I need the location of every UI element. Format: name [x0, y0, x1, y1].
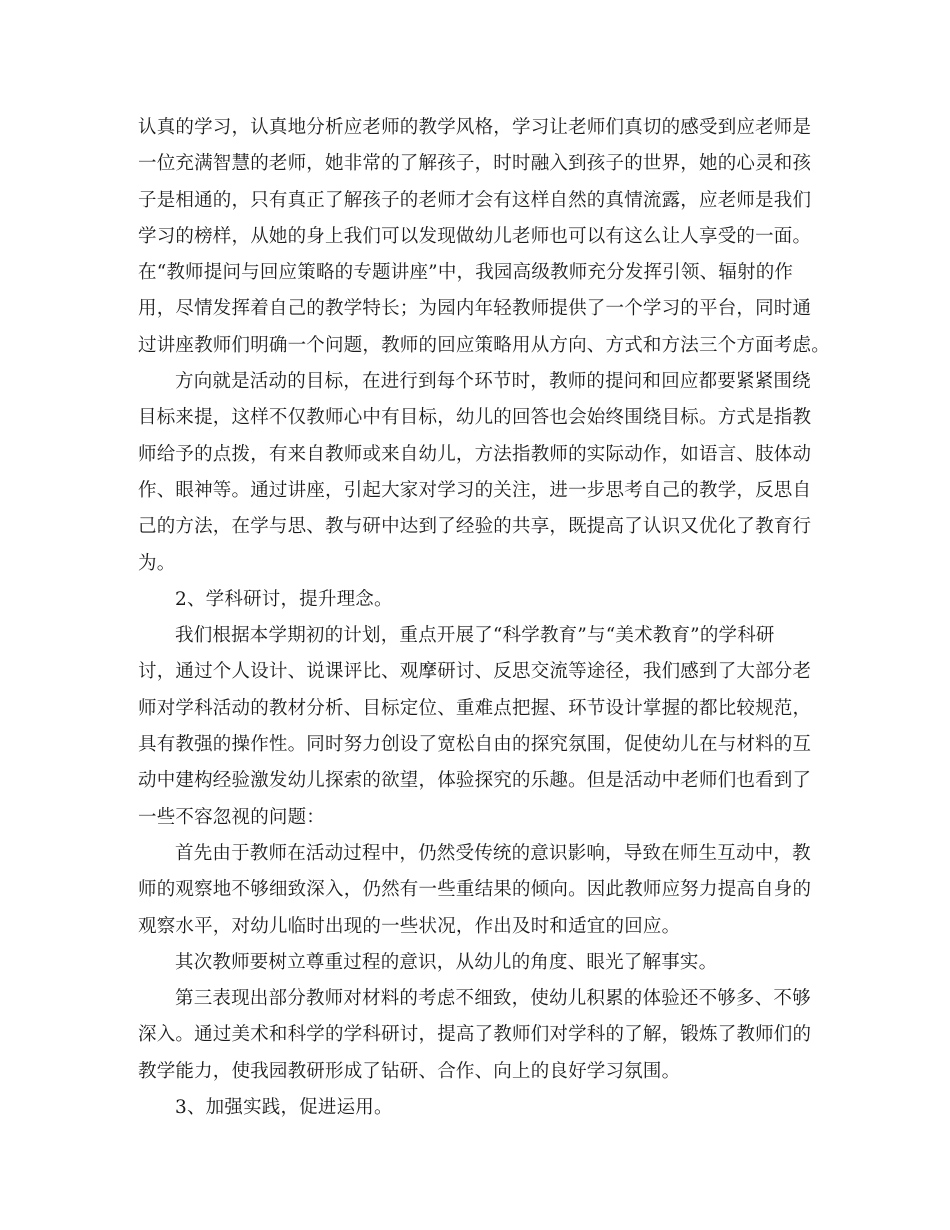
text-line: 一些不容忽视的问题： — [138, 806, 326, 828]
text-line: 方向就是活动的目标，在进行到每个环节时，教师的提问和回应都要紧紧围绕 — [175, 371, 811, 393]
paragraph — [138, 618, 824, 836]
text-line: 2、学科研讨，提升理念。 — [175, 588, 393, 610]
text-line: 首先由于教师在活动过程中，仍然受传统的意识影响，导致在师生互动中，教 — [175, 842, 811, 864]
paragraph — [138, 836, 824, 945]
text-line: 作、眼神等。通过讲座，引起大家对学习的关注，进一步思考自己的教学，反思自 — [138, 479, 812, 501]
paragraph — [138, 110, 830, 364]
text-line: 第三表现出部分教师对材料的考虑不细致，使幼儿积累的体验还不够多、不够 — [175, 988, 811, 1010]
text-line: 动中建构经验激发幼儿探索的欲望，体验探究的乐趣。但是活动中老师们也看到了 — [138, 770, 812, 792]
text-line: 认真的学习，认真地分析应老师的教学风格，学习让老师们真切的感受到应老师是 — [138, 117, 812, 138]
paragraph — [138, 981, 824, 1090]
text-line: 观察水平，对幼儿临时出现的一些状况，作出及时和适宜的回应。 — [138, 915, 681, 937]
section-heading — [138, 1090, 824, 1126]
text-line: 其次教师要树立尊重过程的意识，从幼儿的角度、眼光了解事实。 — [175, 951, 718, 973]
section-heading — [138, 582, 824, 618]
text-line: 师的观察地不够细致深入，仍然有一些重结果的倾向。因此教师应努力提高自身的 — [138, 879, 812, 901]
text-line: 目标来提，这样不仅教师心中有目标，幼儿的回答也会始终围绕目标。方式是指教 — [138, 407, 812, 429]
text-line: 子是相通的，只有真正了解孩子的老师才会有这样自然的真情流露，应老师是我们 — [138, 189, 812, 211]
text-line: 具有教强的操作性。同时努力创设了宽松自由的探究氛围，促使幼儿在与材料的互 — [138, 734, 812, 756]
text-line: 学习的榜样，从她的身上我们可以发现做幼儿老师也可以有这么让人享受的一面。 — [138, 225, 812, 247]
document-body — [138, 110, 830, 1126]
text-line: 教学能力，使我园教研形成了钻研、合作、向上的良好学习氛围。 — [138, 1060, 681, 1082]
text-line: 用，尽情发挥着自己的教学特长；为园内年轻教师提供了一个学习的平台，同时通 — [138, 298, 812, 320]
text-line: 我们根据本学期初的计划，重点开展了“科学教育”与“美术教育”的学科研 — [175, 625, 775, 647]
text-line: 己的方法，在学与思、教与研中达到了经验的共享，既提高了认识又优化了教育行 — [138, 516, 812, 538]
text-line: 为。 — [138, 552, 176, 574]
text-line: 深入。通过美术和科学的学科研讨，提高了教师们对学科的了解，锻炼了教师们的 — [138, 1024, 812, 1046]
text-line: 过讲座教师们明确一个问题，教师的回应策略用从方向、方式和方法三个方面考虑。 — [138, 334, 830, 356]
paragraph — [138, 364, 824, 582]
text-line: 在“教师提问与回应策略的专题讲座”中，我园高级教师充分发挥引领、辐射的作 — [138, 262, 794, 284]
text-line: 讨，通过个人设计、说课评比、观摩研讨、反思交流等途径，我们感到了大部分老 — [138, 661, 812, 683]
text-line: 3、加强实践，促进运用。 — [175, 1097, 393, 1119]
text-line: 一位充满智慧的老师，她非常的了解孩子，时时融入到孩子的世界，她的心灵和孩 — [138, 153, 812, 175]
text-line: 师对学科活动的教材分析、目标定位、重难点把握、环节设计掌握的都比较规范， — [138, 697, 812, 719]
paragraph — [138, 945, 824, 981]
text-line: 师给予的点拨，有来自教师或来自幼儿，方法指教师的实际动作，如语言、肢体动 — [138, 443, 812, 465]
